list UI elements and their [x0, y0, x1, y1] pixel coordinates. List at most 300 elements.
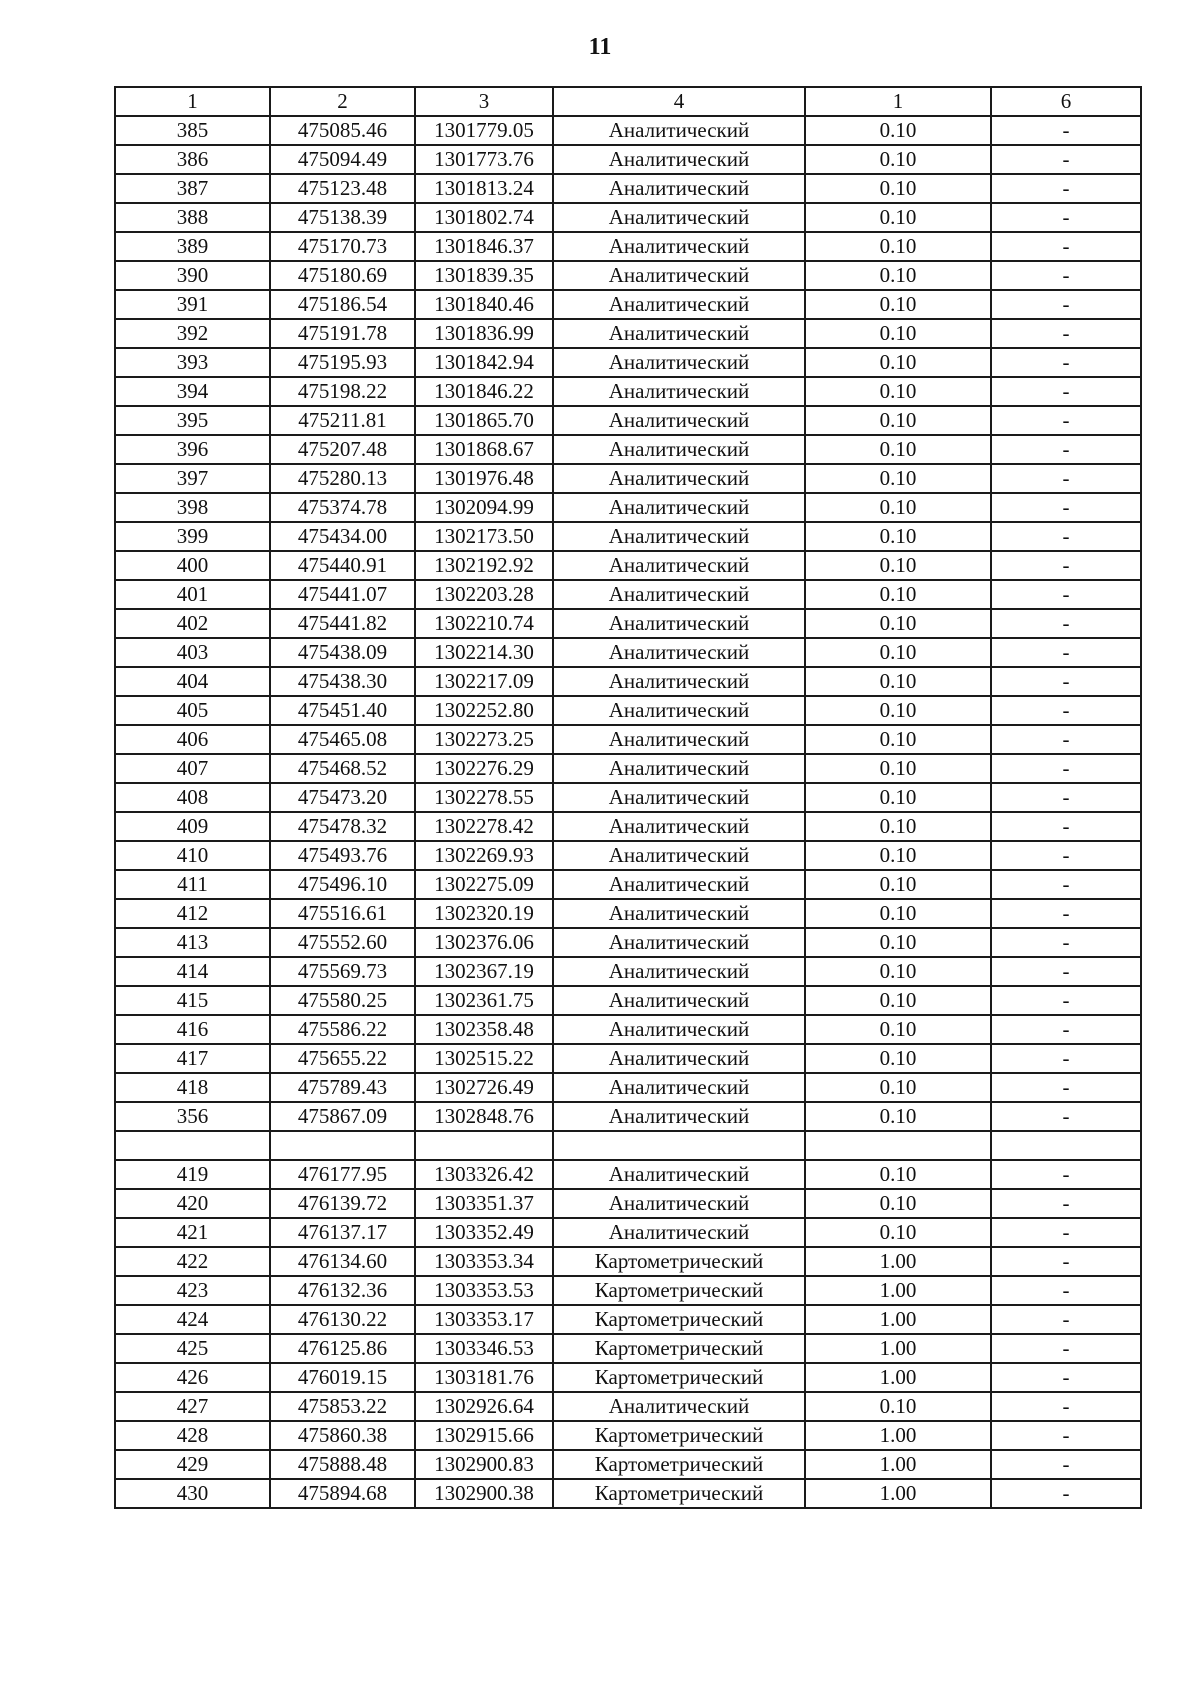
accuracy-cell: 0.10: [805, 1160, 991, 1189]
accuracy-cell: 0.10: [805, 406, 991, 435]
description-cell: -: [991, 1247, 1141, 1276]
description-cell: -: [991, 522, 1141, 551]
description-cell: -: [991, 580, 1141, 609]
x-coordinate-cell: 475441.07: [270, 580, 415, 609]
method-cell: Аналитический: [553, 841, 805, 870]
y-coordinate-cell: 1303326.42: [415, 1160, 553, 1189]
description-cell: -: [991, 290, 1141, 319]
column-header: 2: [270, 87, 415, 116]
x-coordinate-cell: 476019.15: [270, 1363, 415, 1392]
y-coordinate-cell: 1303351.37: [415, 1189, 553, 1218]
description-cell: -: [991, 986, 1141, 1015]
accuracy-cell: 1.00: [805, 1334, 991, 1363]
description-cell: -: [991, 609, 1141, 638]
method-cell: Аналитический: [553, 290, 805, 319]
column-header: 4: [553, 87, 805, 116]
accuracy-cell: 0.10: [805, 609, 991, 638]
x-coordinate-cell: 475123.48: [270, 174, 415, 203]
accuracy-cell: 0.10: [805, 1392, 991, 1421]
method-cell: Аналитический: [553, 812, 805, 841]
method-cell: Аналитический: [553, 261, 805, 290]
accuracy-cell: 0.10: [805, 522, 991, 551]
description-cell: -: [991, 870, 1141, 899]
y-coordinate-cell: 1302926.64: [415, 1392, 553, 1421]
method-cell: Аналитический: [553, 667, 805, 696]
y-coordinate-cell: 1302173.50: [415, 522, 553, 551]
method-cell: Аналитический: [553, 957, 805, 986]
method-cell: Аналитический: [553, 1044, 805, 1073]
table-row: [115, 464, 1141, 493]
point-number-cell: 413: [115, 928, 270, 957]
point-number-cell: 416: [115, 1015, 270, 1044]
method-cell: Аналитический: [553, 1160, 805, 1189]
point-number-cell: 427: [115, 1392, 270, 1421]
y-coordinate-cell: 1303346.53: [415, 1334, 553, 1363]
point-number-cell: 415: [115, 986, 270, 1015]
point-number-cell: 387: [115, 174, 270, 203]
method-cell: Аналитический: [553, 1189, 805, 1218]
point-number-cell: 419: [115, 1160, 270, 1189]
method-cell: Аналитический: [553, 783, 805, 812]
point-number-cell: 356: [115, 1102, 270, 1131]
point-number-cell: 421: [115, 1218, 270, 1247]
y-coordinate-cell: 1302276.29: [415, 754, 553, 783]
description-cell: -: [991, 667, 1141, 696]
point-number-cell: 412: [115, 899, 270, 928]
accuracy-cell: 0.10: [805, 1044, 991, 1073]
table-row: [115, 754, 1141, 783]
table-row: [115, 145, 1141, 174]
x-coordinate-cell: 476139.72: [270, 1189, 415, 1218]
table-row: [115, 551, 1141, 580]
point-number-cell: 395: [115, 406, 270, 435]
x-coordinate-cell: 475094.49: [270, 145, 415, 174]
table-row: [115, 232, 1141, 261]
x-coordinate-cell: 475789.43: [270, 1073, 415, 1102]
x-coordinate-cell: 476177.95: [270, 1160, 415, 1189]
method-cell: Аналитический: [553, 609, 805, 638]
x-coordinate-cell: 475853.22: [270, 1392, 415, 1421]
x-coordinate-cell: 475493.76: [270, 841, 415, 870]
y-coordinate-cell: 1302358.48: [415, 1015, 553, 1044]
accuracy-cell: 0.10: [805, 435, 991, 464]
accuracy-cell: 0.10: [805, 1189, 991, 1218]
method-cell: Аналитический: [553, 377, 805, 406]
method-cell: Картометрический: [553, 1276, 805, 1305]
description-cell: -: [991, 1160, 1141, 1189]
table-row: [115, 377, 1141, 406]
description-cell: [991, 1131, 1141, 1160]
x-coordinate-cell: 475085.46: [270, 116, 415, 145]
point-number-cell: 420: [115, 1189, 270, 1218]
point-number-cell: 404: [115, 667, 270, 696]
description-cell: -: [991, 783, 1141, 812]
table-row: [115, 174, 1141, 203]
method-cell: Аналитический: [553, 754, 805, 783]
y-coordinate-cell: 1301836.99: [415, 319, 553, 348]
x-coordinate-cell: 475280.13: [270, 464, 415, 493]
table-row: [115, 522, 1141, 551]
y-coordinate-cell: 1301846.37: [415, 232, 553, 261]
x-coordinate-cell: 475468.52: [270, 754, 415, 783]
point-number-cell: 423: [115, 1276, 270, 1305]
accuracy-cell: 0.10: [805, 319, 991, 348]
accuracy-cell: 0.10: [805, 783, 991, 812]
accuracy-cell: 0.10: [805, 290, 991, 319]
x-coordinate-cell: 476130.22: [270, 1305, 415, 1334]
y-coordinate-cell: 1302900.38: [415, 1479, 553, 1508]
y-coordinate-cell: 1301846.22: [415, 377, 553, 406]
accuracy-cell: 0.10: [805, 638, 991, 667]
table-row: [115, 667, 1141, 696]
y-coordinate-cell: 1303352.49: [415, 1218, 553, 1247]
x-coordinate-cell: 475586.22: [270, 1015, 415, 1044]
description-cell: -: [991, 1015, 1141, 1044]
x-coordinate-cell: 475191.78: [270, 319, 415, 348]
y-coordinate-cell: 1302515.22: [415, 1044, 553, 1073]
y-coordinate-cell: 1303353.17: [415, 1305, 553, 1334]
point-number-cell: 392: [115, 319, 270, 348]
x-coordinate-cell: 475867.09: [270, 1102, 415, 1131]
column-header: 1: [115, 87, 270, 116]
x-coordinate-cell: 476134.60: [270, 1247, 415, 1276]
description-cell: -: [991, 957, 1141, 986]
method-cell: Аналитический: [553, 986, 805, 1015]
description-cell: -: [991, 1421, 1141, 1450]
table-body: [115, 116, 1141, 1508]
method-cell: Картометрический: [553, 1247, 805, 1276]
accuracy-cell: 1.00: [805, 1421, 991, 1450]
x-coordinate-cell: 475496.10: [270, 870, 415, 899]
accuracy-cell: 0.10: [805, 493, 991, 522]
table-row: [115, 1334, 1141, 1363]
accuracy-cell: 0.10: [805, 551, 991, 580]
y-coordinate-cell: 1301802.74: [415, 203, 553, 232]
point-number-cell: 430: [115, 1479, 270, 1508]
method-cell: Аналитический: [553, 232, 805, 261]
point-number-cell: 407: [115, 754, 270, 783]
x-coordinate-cell: 475170.73: [270, 232, 415, 261]
y-coordinate-cell: 1302094.99: [415, 493, 553, 522]
table-row: [115, 348, 1141, 377]
description-cell: -: [991, 696, 1141, 725]
x-coordinate-cell: 475465.08: [270, 725, 415, 754]
y-coordinate-cell: 1301976.48: [415, 464, 553, 493]
y-coordinate-cell: 1302203.28: [415, 580, 553, 609]
method-cell: Аналитический: [553, 493, 805, 522]
x-coordinate-cell: 475207.48: [270, 435, 415, 464]
y-coordinate-cell: 1301840.46: [415, 290, 553, 319]
y-coordinate-cell: 1301865.70: [415, 406, 553, 435]
x-coordinate-cell: 476125.86: [270, 1334, 415, 1363]
point-number-cell: 388: [115, 203, 270, 232]
y-coordinate-cell: 1302361.75: [415, 986, 553, 1015]
y-coordinate-cell: 1301839.35: [415, 261, 553, 290]
point-number-cell: 393: [115, 348, 270, 377]
y-coordinate-cell: 1302278.42: [415, 812, 553, 841]
table-row: [115, 319, 1141, 348]
point-number-cell: 403: [115, 638, 270, 667]
method-cell: Аналитический: [553, 725, 805, 754]
y-coordinate-cell: 1302214.30: [415, 638, 553, 667]
point-number-cell: 396: [115, 435, 270, 464]
description-cell: -: [991, 464, 1141, 493]
y-coordinate-cell: 1302915.66: [415, 1421, 553, 1450]
y-coordinate-cell: 1303353.53: [415, 1276, 553, 1305]
method-cell: Аналитический: [553, 638, 805, 667]
column-header: 6: [991, 87, 1141, 116]
x-coordinate-cell: 475438.30: [270, 667, 415, 696]
accuracy-cell: 0.10: [805, 696, 991, 725]
x-coordinate-cell: 475186.54: [270, 290, 415, 319]
point-number-cell: 385: [115, 116, 270, 145]
description-cell: -: [991, 406, 1141, 435]
accuracy-cell: 0.10: [805, 957, 991, 986]
method-cell: Картометрический: [553, 1421, 805, 1450]
description-cell: -: [991, 1189, 1141, 1218]
y-coordinate-cell: 1301813.24: [415, 174, 553, 203]
table-row: [115, 899, 1141, 928]
y-coordinate-cell: 1301779.05: [415, 116, 553, 145]
method-cell: Аналитический: [553, 1218, 805, 1247]
y-coordinate-cell: 1301868.67: [415, 435, 553, 464]
point-number-cell: 429: [115, 1450, 270, 1479]
point-number-cell: 386: [115, 145, 270, 174]
x-coordinate-cell: 475211.81: [270, 406, 415, 435]
x-coordinate-cell: 475441.82: [270, 609, 415, 638]
accuracy-cell: 1.00: [805, 1247, 991, 1276]
description-cell: -: [991, 841, 1141, 870]
table-row: [115, 609, 1141, 638]
description-cell: -: [991, 232, 1141, 261]
description-cell: -: [991, 319, 1141, 348]
x-coordinate-cell: 475440.91: [270, 551, 415, 580]
x-coordinate-cell: 475860.38: [270, 1421, 415, 1450]
method-cell: Картометрический: [553, 1334, 805, 1363]
accuracy-cell: 0.10: [805, 580, 991, 609]
description-cell: -: [991, 725, 1141, 754]
method-cell: Аналитический: [553, 406, 805, 435]
x-coordinate-cell: 475894.68: [270, 1479, 415, 1508]
accuracy-cell: 0.10: [805, 203, 991, 232]
accuracy-cell: 0.10: [805, 899, 991, 928]
method-cell: Аналитический: [553, 928, 805, 957]
method-cell: Аналитический: [553, 348, 805, 377]
accuracy-cell: 0.10: [805, 174, 991, 203]
table-row: [115, 493, 1141, 522]
x-coordinate-cell: 475478.32: [270, 812, 415, 841]
x-coordinate-cell: 475138.39: [270, 203, 415, 232]
description-cell: -: [991, 377, 1141, 406]
point-number-cell: 426: [115, 1363, 270, 1392]
description-cell: -: [991, 1073, 1141, 1102]
point-number-cell: 424: [115, 1305, 270, 1334]
point-number-cell: 398: [115, 493, 270, 522]
point-number-cell: 409: [115, 812, 270, 841]
method-cell: Аналитический: [553, 1015, 805, 1044]
x-coordinate-cell: 475434.00: [270, 522, 415, 551]
description-cell: -: [991, 1392, 1141, 1421]
x-coordinate-cell: 475580.25: [270, 986, 415, 1015]
point-number-cell: 411: [115, 870, 270, 899]
description-cell: -: [991, 928, 1141, 957]
point-number-cell: 418: [115, 1073, 270, 1102]
table-row: [115, 290, 1141, 319]
accuracy-cell: 0.10: [805, 1218, 991, 1247]
description-cell: -: [991, 348, 1141, 377]
table-row: [115, 1102, 1141, 1131]
table-row: [115, 1276, 1141, 1305]
table-row: [115, 1305, 1141, 1334]
method-cell: Аналитический: [553, 435, 805, 464]
description-cell: -: [991, 1305, 1141, 1334]
accuracy-cell: 1.00: [805, 1479, 991, 1508]
point-number-cell: 401: [115, 580, 270, 609]
description-cell: -: [991, 1044, 1141, 1073]
x-coordinate-cell: 476132.36: [270, 1276, 415, 1305]
point-number-cell: 390: [115, 261, 270, 290]
table-row: [115, 870, 1141, 899]
method-cell: Картометрический: [553, 1450, 805, 1479]
table-row: [115, 261, 1141, 290]
accuracy-cell: 1.00: [805, 1305, 991, 1334]
x-coordinate-cell: [270, 1131, 415, 1160]
description-cell: -: [991, 1218, 1141, 1247]
accuracy-cell: 0.10: [805, 1015, 991, 1044]
y-coordinate-cell: 1302192.92: [415, 551, 553, 580]
point-number-cell: 425: [115, 1334, 270, 1363]
accuracy-cell: 0.10: [805, 812, 991, 841]
description-cell: -: [991, 261, 1141, 290]
y-coordinate-cell: 1302269.93: [415, 841, 553, 870]
y-coordinate-cell: 1302900.83: [415, 1450, 553, 1479]
method-cell: Картометрический: [553, 1479, 805, 1508]
description-cell: -: [991, 174, 1141, 203]
description-cell: -: [991, 435, 1141, 464]
method-cell: Аналитический: [553, 319, 805, 348]
method-cell: Аналитический: [553, 1102, 805, 1131]
table-row: [115, 928, 1141, 957]
table-row: [115, 841, 1141, 870]
y-coordinate-cell: [415, 1131, 553, 1160]
description-cell: -: [991, 1102, 1141, 1131]
point-number-cell: 397: [115, 464, 270, 493]
method-cell: [553, 1131, 805, 1160]
description-cell: -: [991, 145, 1141, 174]
y-coordinate-cell: 1303353.34: [415, 1247, 553, 1276]
x-coordinate-cell: 475552.60: [270, 928, 415, 957]
point-number-cell: 402: [115, 609, 270, 638]
method-cell: Аналитический: [553, 1392, 805, 1421]
accuracy-cell: 1.00: [805, 1276, 991, 1305]
method-cell: Аналитический: [553, 116, 805, 145]
table-row: [115, 1131, 1141, 1160]
x-coordinate-cell: 475195.93: [270, 348, 415, 377]
table-row: [115, 957, 1141, 986]
accuracy-cell: 0.10: [805, 841, 991, 870]
table-row: [115, 1392, 1141, 1421]
page-number: 11: [588, 34, 612, 60]
y-coordinate-cell: 1302217.09: [415, 667, 553, 696]
accuracy-cell: 0.10: [805, 464, 991, 493]
point-number-cell: 410: [115, 841, 270, 870]
y-coordinate-cell: 1302376.06: [415, 928, 553, 957]
description-cell: -: [991, 1363, 1141, 1392]
table-row: [115, 1044, 1141, 1073]
accuracy-cell: 0.10: [805, 1073, 991, 1102]
point-number-cell: 406: [115, 725, 270, 754]
accuracy-cell: 0.10: [805, 348, 991, 377]
y-coordinate-cell: 1302726.49: [415, 1073, 553, 1102]
description-cell: -: [991, 551, 1141, 580]
table-row: [115, 1479, 1141, 1508]
method-cell: Аналитический: [553, 203, 805, 232]
table-row: [115, 1015, 1141, 1044]
table-row: [115, 1363, 1141, 1392]
table-row: [115, 696, 1141, 725]
accuracy-cell: 0.10: [805, 928, 991, 957]
table-row: [115, 406, 1141, 435]
description-cell: -: [991, 638, 1141, 667]
method-cell: Аналитический: [553, 464, 805, 493]
point-number-cell: 428: [115, 1421, 270, 1450]
y-coordinate-cell: 1302320.19: [415, 899, 553, 928]
column-header: 1: [805, 87, 991, 116]
method-cell: Аналитический: [553, 696, 805, 725]
table-row: [115, 812, 1141, 841]
table-row: [115, 580, 1141, 609]
point-number-cell: 400: [115, 551, 270, 580]
method-cell: Аналитический: [553, 1073, 805, 1102]
accuracy-cell: 0.10: [805, 116, 991, 145]
point-number-cell: 405: [115, 696, 270, 725]
accuracy-cell: 0.10: [805, 261, 991, 290]
method-cell: Картометрический: [553, 1363, 805, 1392]
y-coordinate-cell: 1302210.74: [415, 609, 553, 638]
accuracy-cell: 0.10: [805, 870, 991, 899]
table-header-row: [115, 87, 1141, 116]
description-cell: -: [991, 1479, 1141, 1508]
description-cell: -: [991, 754, 1141, 783]
accuracy-cell: 1.00: [805, 1363, 991, 1392]
accuracy-cell: 0.10: [805, 145, 991, 174]
accuracy-cell: 0.10: [805, 232, 991, 261]
table-row: [115, 1450, 1141, 1479]
method-cell: Картометрический: [553, 1305, 805, 1334]
table-row: [115, 1421, 1141, 1450]
table-row: [115, 116, 1141, 145]
accuracy-cell: 0.10: [805, 1102, 991, 1131]
x-coordinate-cell: 476137.17: [270, 1218, 415, 1247]
y-coordinate-cell: 1302273.25: [415, 725, 553, 754]
x-coordinate-cell: 475569.73: [270, 957, 415, 986]
method-cell: Аналитический: [553, 899, 805, 928]
table-row: [115, 1189, 1141, 1218]
description-cell: -: [991, 1450, 1141, 1479]
y-coordinate-cell: 1302367.19: [415, 957, 553, 986]
table-row: [115, 986, 1141, 1015]
accuracy-cell: 0.10: [805, 667, 991, 696]
y-coordinate-cell: 1302278.55: [415, 783, 553, 812]
method-cell: Аналитический: [553, 580, 805, 609]
accuracy-cell: 0.10: [805, 725, 991, 754]
table-row: [115, 725, 1141, 754]
table-row: [115, 1160, 1141, 1189]
point-number-cell: 417: [115, 1044, 270, 1073]
description-cell: -: [991, 116, 1141, 145]
description-cell: -: [991, 1276, 1141, 1305]
point-number-cell: 399: [115, 522, 270, 551]
